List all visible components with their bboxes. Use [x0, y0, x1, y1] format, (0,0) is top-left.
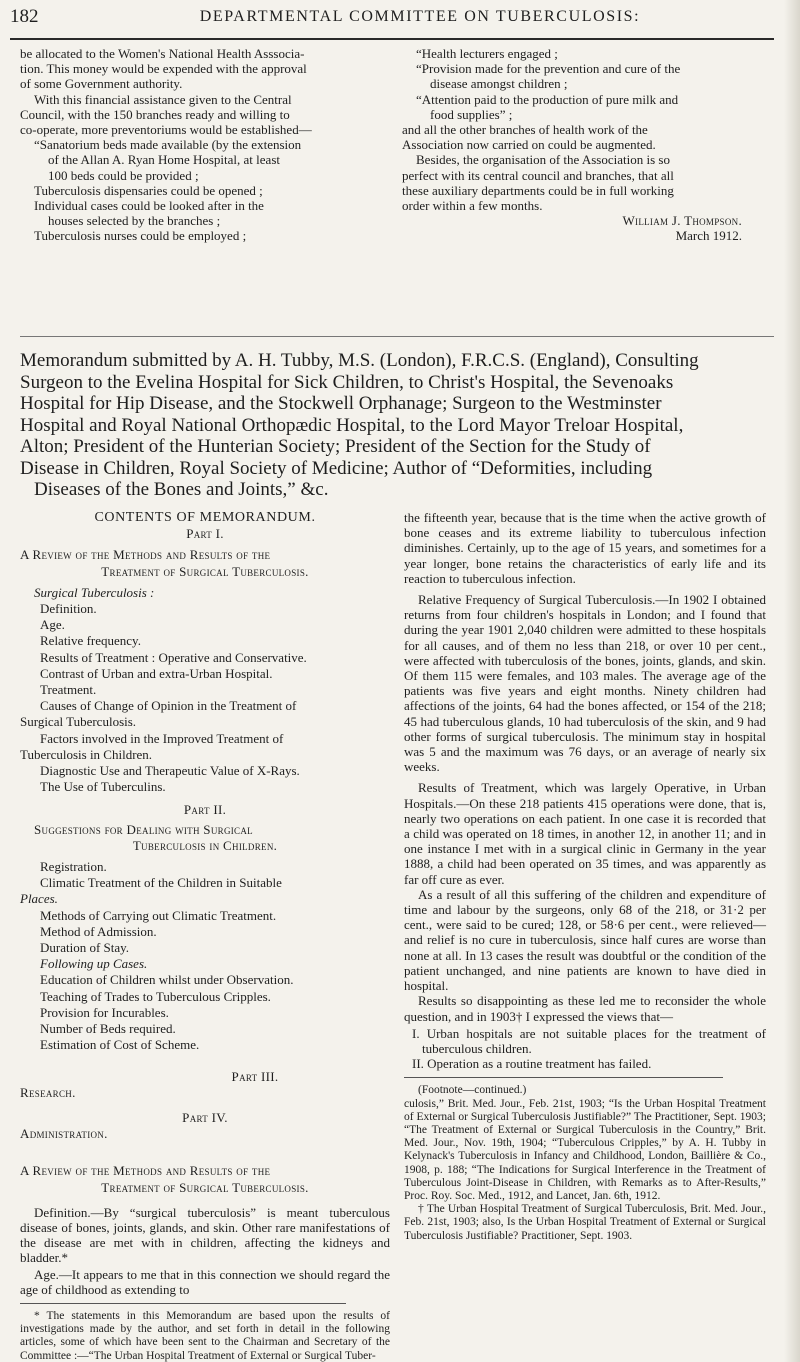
text-line: “Health lecturers engaged ; — [416, 46, 558, 61]
contents-item: Registration. — [40, 859, 107, 875]
footnote-rule — [404, 1077, 723, 1078]
contents-item: Diagnostic Use and Therapeutic Value of X-Rays. — [40, 763, 300, 779]
part-heading: Suggestions for Dealing with Surgical — [34, 821, 253, 837]
contents-item: Duration of Stay. — [40, 940, 130, 956]
footnote-continued: culosis,” Brit. Med. Jour., Feb. 21st, 1903; “Is the Urban Hospital Treatment of External or Surgical Tuberculosis Justifiable?” The Practitioner, Sept. 1903; “The Treatment of External or Surgical Tuberculosis in the Country,” Brit. Med. Jour., Nov. 19th, 1904; “Tuberculous Cripples,” by A. H. Tubby in Kelynack's Tuberculosis in Infancy and Childhood, London, Baillière & Co., 1908, p. 188; “The Indications for Surgical Interference in the Treatment of Tuberculous Joint-Disease in Children, with Remarks as to After-Results,” Proc. Roy. Soc. Med., 1912, and Lancet, Jan. 6th, 1912. — [404, 1097, 766, 1202]
contents-item: Methods of Carrying out Climatic Treatment. — [40, 907, 277, 923]
contents-item: Relative frequency. — [40, 633, 141, 649]
text-line: “Sanatorium beds made available (by the extension — [34, 137, 302, 153]
contents-column — [20, 510, 390, 1362]
text-line: Council, with the 150 branches ready and willing to — [20, 106, 290, 122]
text-line: 100 beds could be provided ; — [48, 167, 199, 183]
paragraph: Results so disappointing as these led me to reconsider the whole question, and in 1903† I expressed the views that— — [404, 993, 766, 1024]
heading-line: Hospital for Hip Disease, and the Stockwell Orphanage; Surgeon to the Westminster — [20, 393, 662, 414]
part-label: Part III. — [231, 1068, 279, 1084]
contents-item: Contrast of Urban and extra-Urban Hospital. — [40, 665, 273, 681]
text-line: houses selected by the branches ; — [48, 213, 221, 229]
heading-line: Hospital and Royal National Orthopædic Hospital, to the Lord Mayor Treloar Hospital, — [20, 414, 684, 436]
text-line: order within a few months. — [402, 198, 543, 214]
footnote-continued-label: (Footnote—continued.) — [418, 1084, 527, 1097]
paragraph-age: Age.—It appears to me that in this connection we should regard the age of childhood as extending to — [20, 1266, 390, 1297]
text-line: disease amongst children ; — [430, 76, 568, 92]
part-label: Part IV. — [182, 1109, 228, 1125]
text-line: these auxiliary departments could be in full working — [402, 182, 674, 198]
contents-item: Method of Admission. — [40, 923, 157, 939]
review-right-column — [404, 510, 766, 1243]
part-heading: Research. — [20, 1084, 76, 1100]
text-line: Tuberculosis nurses could be employed ; — [34, 228, 247, 244]
contents-item: Following up Cases. — [40, 956, 148, 972]
paragraph: the fifteenth year, because that is the time when the active growth of bone ceases and its extreme liability to tuberculous infection diminishes. Certainly, up to the age of 15 years, and sometimes for a year longer, bone retains the characteristics of early life and its reaction to tuberculous infection. — [404, 510, 766, 586]
contents-item: Tuberculosis in Children. — [20, 746, 153, 762]
text-line: Besides, the organisation of the Association is so — [416, 152, 670, 168]
paragraph: As a result of all this suffering of the children and expenditure of time and labour by the surgeons, only 68 of the 218, or 31·2 per cent., were said to be cured; 128, or 58·6 per cent., were relieved—and relief is no cure in tuberculosis, since half cures are worse than none at all. In 13 cases the result was doubtful or the condition of the patient unchanged, and nine patients are known to have died in hospital. — [404, 886, 766, 994]
contents-item: Places. — [20, 891, 58, 907]
part-heading: Administration. — [20, 1126, 108, 1142]
text-line: food supplies” ; — [430, 106, 513, 122]
contents-item: Treatment. — [40, 682, 97, 698]
text-line: “Provision made for the prevention and cure of the — [416, 61, 681, 77]
text-line: perfect with its central council and branches, that all — [402, 167, 674, 183]
contents-item: Age. — [40, 617, 65, 633]
contents-item: Provision for Incurables. — [40, 1004, 169, 1020]
heading-line: Surgeon to the Evelina Hospital for Sick Children, to Christ's Hospital, the Sevenoaks — [20, 371, 674, 393]
footnote-dagger: † The Urban Hospital Treatment of Surgical Tuberculosis, Brit. Med. Jour., Feb. 21st, 1903; also, Is the Urban Hospital Treatment of External or Surgical Tuberculosis Justifiable? Practitioner, Sept. 1903. — [404, 1203, 766, 1242]
letter-signature: William J. Thompson. — [622, 213, 742, 229]
contents-item: The Use of Tuberculins. — [40, 779, 166, 795]
part-label: Part I. — [186, 526, 224, 542]
text-line: With this financial assistance given to the Central — [34, 91, 292, 107]
contents-item: Estimation of Cost of Scheme. — [40, 1037, 200, 1053]
paragraph-definition: Definition.—By “surgical tuberculosis” is meant tuberculous disease of bones, joints, glands, and skin. Other rare manifestations of the disease are met with in children, affecting the kidneys and bladder.* — [20, 1204, 390, 1266]
text-line: of the Allan A. Ryan Home Hospital, at least — [48, 152, 280, 168]
footnote-star: * The statements in this Memorandum are based upon the results of investigations made by the author, and set forth in detail in the following articles, some of which have been sent to the Chairman and Secretary of the Committee :—“The Urban Hospital Treatment of External or Surgical Tuber- — [20, 1309, 390, 1362]
heading-line: Diseases of the Bones and Joints,” &c. — [34, 479, 329, 500]
text-line: Individual cases could be looked after in the — [34, 198, 264, 214]
part-heading: A Review of the Methods and Results of the — [20, 547, 271, 563]
view-item: I. Urban hospitals are not suitable places for the treatment of tuberculous children. — [412, 1025, 766, 1056]
running-title: DEPARTMENTAL COMMITTEE ON TUBERCULOSIS: — [199, 8, 641, 25]
heading-line: Disease in Children, Royal Society of Medicine; Author of “Deformities, including — [20, 457, 653, 479]
contents-item: Results of Treatment : Operative and Conservative. — [40, 649, 307, 665]
running-header — [10, 4, 780, 34]
part-heading: Treatment of Surgical Tuberculosis. — [101, 563, 309, 579]
paragraph-results: Results of Treatment, which was largely Operative, in Urban Hospitals.—On these 218 patients 415 operations were done, that is, nearly two operations on each patient. In one case it is recorded that a child was operated on 18 times, in another 12, in another 11; and in one instance I met with in a surgical clinic in Germany in the year 1888, a child had been operated on 35 times, and was apparently as far off cure as ever. — [404, 780, 766, 887]
contents-item: Number of Beds required. — [40, 1021, 176, 1037]
text-line: co-operate, more preventoriums would be established— — [20, 122, 312, 138]
part-heading: Tuberculosis in Children. — [132, 837, 278, 853]
contents-item: Surgical Tuberculosis : — [34, 584, 155, 600]
contents-item: Factors involved in the Improved Treatment of — [40, 730, 284, 746]
contents-item: Education of Children whilst under Observation. — [40, 972, 294, 988]
memorandum-heading — [20, 350, 776, 501]
heading-line: Alton; President of the Hunterian Society; President of the Section for the Study of — [20, 436, 651, 457]
review-heading: A Review of the Methods and Results of the — [20, 1163, 271, 1179]
contents-item: Causes of Change of Opinion in the Treatment of — [40, 698, 297, 714]
text-line: be allocated to the Women's National Health Asssocia- — [20, 46, 305, 61]
view-item: II. Operation as a routine treatment has failed. — [412, 1056, 652, 1072]
text-line: Association now carried on could be augmented. — [402, 137, 656, 153]
letter-left-column — [20, 46, 388, 244]
text-line: of some Government authority. — [20, 76, 183, 92]
text-line: and all the other branches of health work of the — [402, 122, 648, 138]
text-line: “Attention paid to the production of pure milk and — [416, 91, 679, 107]
contents-item: Teaching of Trades to Tuberculous Cripples. — [40, 988, 271, 1004]
review-heading: Treatment of Surgical Tuberculosis. — [101, 1179, 309, 1195]
page-number: 182 — [10, 6, 39, 27]
contents-title: CONTENTS OF MEMORANDUM. — [94, 510, 316, 525]
text-line: tion. This money would be expended with the approval — [20, 61, 307, 77]
heading-line: Memorandum submitted by A. H. Tubby, M.S. (London), F.R.C.S. (England), Consulting — [20, 350, 699, 371]
section-divider — [20, 336, 774, 337]
contents-item: Surgical Tuberculosis. — [20, 714, 137, 730]
contents-item: Definition. — [40, 601, 97, 617]
page-edge-shadow — [784, 0, 800, 1362]
contents-item: Climatic Treatment of the Children in Suitable — [40, 875, 282, 891]
letter-date: March 1912. — [675, 228, 742, 244]
footnote-rule — [20, 1303, 346, 1304]
part-label: Part II. — [183, 802, 227, 818]
letter-right-column — [402, 46, 762, 244]
text-line: Tuberculosis dispensaries could be opened ; — [34, 182, 263, 198]
paragraph-relative-frequency: Relative Frequency of Surgical Tuberculosis.—In 1902 I obtained returns from four children's hospitals in London; and I found that during the year 1901 2,040 children were admitted to these hospitals for all causes, and of them no less than 218, or over 10 per cent., were affected with tuberculosis of the bones, joints, glands, and skin. Of them 115 were females, and 103 males. The average age of the patients was five years and eight months. Ninety children had affections of the joints, 64 had the bones affected, or 154 of the 218; 45 had tuberculous glands, 10 had tuberculosis of the skin, and 9 had other forms of surgical tuberculosis. The minimum stay in hospital was 5 and the maximum was 76 days, or an average of nearly six weeks. — [404, 592, 766, 775]
header-rule — [10, 38, 774, 40]
